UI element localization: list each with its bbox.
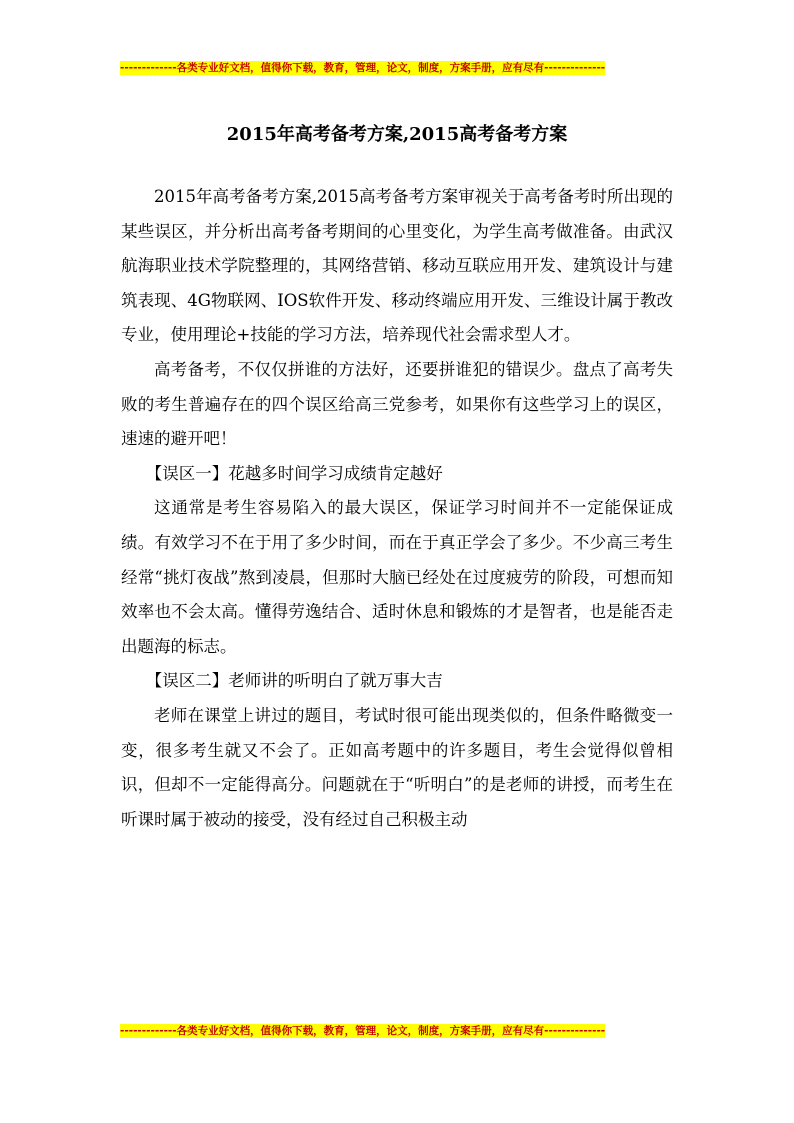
- paragraph-misconception-2: 老师在课堂上讲过的题目，考试时很可能出现类似的，但条件略微变一变，很多考生就又不会了。正如高考题中的许多题目，考生会觉得似曾相识，但却不一定能得高分。问题就在于“听明白”的是老师的讲授，而考生在听课时属于被动的接受，没有经过自己积极主动: [121, 705, 673, 829]
- footer-banner-text: -------------各类专业好文档，值得你下载，教育，管理，论文，制度，方案手册，应有尽有--------------: [120, 1025, 606, 1037]
- document-title: 2015年高考备考方案,2015高考备考方案: [226, 124, 568, 145]
- paragraph-intro: 2015年高考备考方案,2015高考备考方案审视关于高考备考时所出现的某些误区，并分析出高考备考期间的心里变化，为学生高考做准备。由武汉航海职业技术学院整理的，其网络营销、移动互联应用开发、建筑设计与建筑表现、4G物联网、IOS软件开发、移动终端应用开发、三维设计属于教改专业，使用理论+技能的学习方法，培养现代社会需求型人才。: [121, 187, 673, 345]
- paragraph-overview: 高考备考，不仅仅拼谁的方法好，还要拼谁犯的错误少。盘点了高考失败的考生普遍存在的四个误区给高三党参考，如果你有这些学习上的误区，速速的避开吧！: [121, 359, 673, 449]
- document-body: [121, 180, 673, 837]
- header-banner-text: -------------各类专业好文档，值得你下载，教育，管理，论文，制度，方案手册，应有尽有--------------: [120, 62, 606, 74]
- section-heading-misconception-1: 【误区一】花越多时间学习成绩肯定越好: [145, 463, 443, 483]
- section-heading-misconception-2: 【误区二】老师讲的听明白了就万事大吉: [145, 671, 443, 691]
- header-banner: [120, 60, 650, 77]
- footer-banner: [120, 1023, 650, 1040]
- paragraph-misconception-1: 这通常是考生容易陷入的最大误区，保证学习时间并不一定能保证成绩。有效学习不在于用了多少时间，而在于真正学会了多少。不少高三考生经常“挑灯夜战”熬到凌晨，但那时大脑已经处在过度疲劳的阶段，可想而知效率也不会太高。懂得劳逸结合、适时休息和锻炼的才是智者，也是能否走出题海的标志。: [121, 498, 673, 656]
